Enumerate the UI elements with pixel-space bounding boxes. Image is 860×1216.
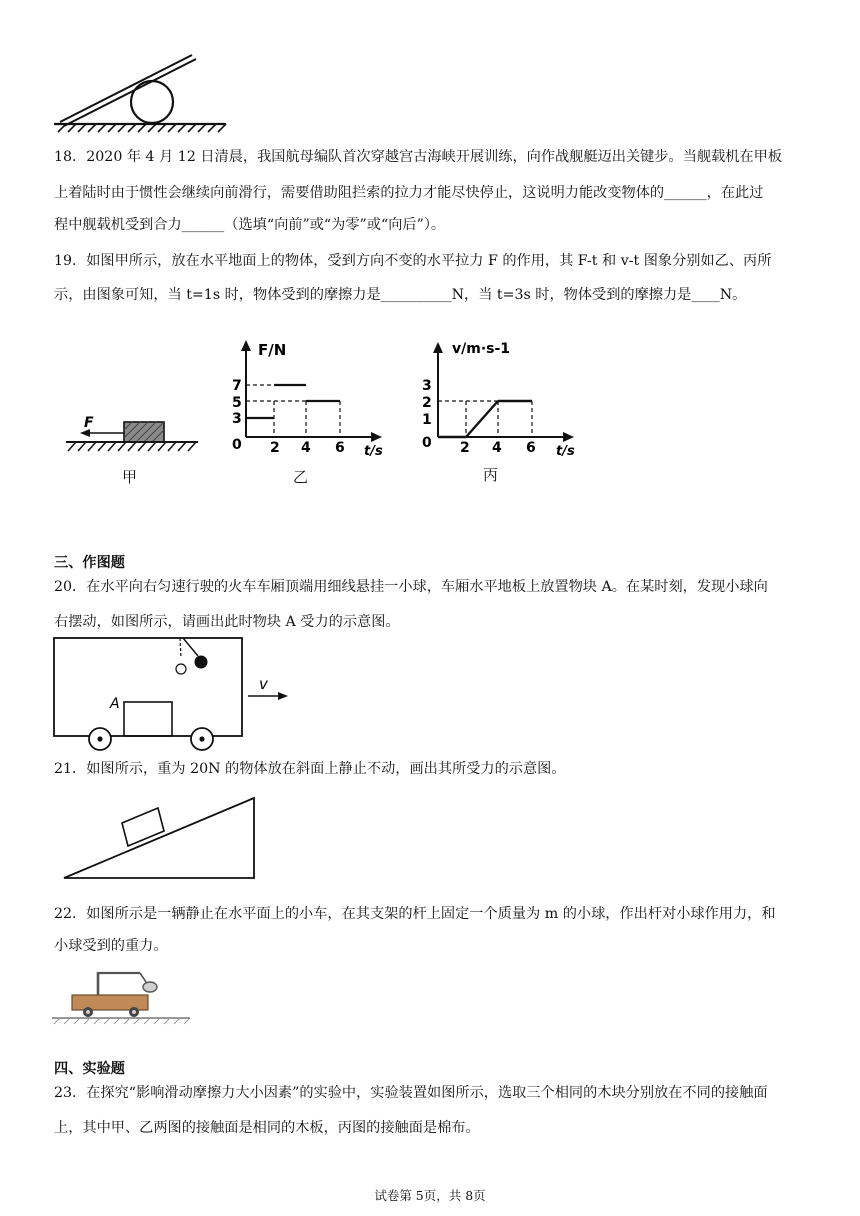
q19-figure-yi-ft-graph bbox=[222, 337, 392, 459]
velocity-label: v bbox=[259, 675, 268, 693]
y-axis-label: F/N bbox=[258, 341, 287, 359]
q17-ball-incline-figure bbox=[50, 52, 230, 137]
x-tick-4: 4 bbox=[301, 440, 311, 456]
q20-line-2: 右摆动，如图所示，请画出此时物块 A 受力的示意图。 bbox=[54, 614, 400, 630]
y-tick-1: 1 bbox=[422, 412, 432, 428]
section-title-experiment: 四、实验题 bbox=[54, 1061, 125, 1077]
q19-figure-bing-vt-graph bbox=[414, 337, 584, 459]
x-tick-2: 2 bbox=[460, 440, 470, 456]
q19-line-2: 示，由图象可知，当 t=1s 时，物体受到的摩擦力是__________N，当 t=3s 时，物体受到的摩擦力是____N。 bbox=[54, 287, 747, 303]
q18-line-1: 18．2020 年 4 月 12 日清晨，我国航母编队首次穿越宫古海峡开展训练，向作战舰艇迈出关键步。当舰载机在甲板 bbox=[54, 149, 783, 165]
q22-line-1: 22．如图所示是一辆静止在水平面上的小车，在其支架的杆上固定一个质量为 m 的小球，作出杆对小球作用力，和 bbox=[54, 906, 776, 922]
force-label: F bbox=[84, 415, 94, 431]
y-tick-7: 7 bbox=[232, 378, 242, 394]
y-axis-label: v/m·s-1 bbox=[452, 341, 511, 357]
y-tick-2: 2 bbox=[422, 395, 432, 411]
q18-line-3: 程中舰载机受到合力______（选填“向前”或“为零”或“向后”）。 bbox=[54, 217, 446, 233]
q21-line-1: 21．如图所示，重为 20N 的物体放在斜面上静止不动，画出其所受力的示意图。 bbox=[54, 761, 566, 777]
y-tick-5: 5 bbox=[232, 395, 242, 411]
x-axis-label: t/s bbox=[556, 444, 575, 459]
q21-incline-figure bbox=[60, 790, 260, 882]
figure-caption-jia: 甲 bbox=[122, 468, 138, 486]
y-tick-3: 3 bbox=[422, 378, 432, 394]
q23-line-1: 23．在探究“影响滑动摩擦力大小因素”的实验中，实验装置如图所示，选取三个相同的木块分别放在不同的接触面 bbox=[54, 1085, 768, 1101]
x-tick-6: 6 bbox=[526, 440, 536, 456]
x-tick-2: 2 bbox=[270, 440, 280, 456]
page-footer: 试卷第 5页，共 8页 bbox=[374, 1188, 486, 1203]
origin-label: 0 bbox=[232, 437, 242, 453]
block-a-label: A bbox=[110, 696, 120, 712]
section-title-drawing: 三、作图题 bbox=[54, 555, 125, 571]
q22-line-2: 小球受到的重力。 bbox=[54, 938, 168, 954]
q19-figure-jia bbox=[62, 405, 202, 457]
origin-label: 0 bbox=[422, 435, 432, 451]
figure-caption-yi: 乙 bbox=[293, 468, 309, 486]
q20-line-1: 20．在水平向右匀速行驶的火车车厢顶端用细线悬挂一小球，车厢水平地板上放置物块 A。在某时刻，发现小球向 bbox=[54, 579, 768, 595]
x-axis-label: t/s bbox=[364, 444, 383, 459]
y-tick-3: 3 bbox=[232, 411, 242, 427]
q20-train-carriage-figure bbox=[50, 632, 300, 754]
q18-line-2: 上着陆时由于惯性会继续向前滑行，需要借助阻拦索的拉力才能尽快停止，这说明力能改变物体的______，在此过 bbox=[54, 185, 764, 201]
q19-line-1: 19．如图甲所示，放在水平地面上的物体，受到方向不变的水平拉力 F 的作用，其 F-t 和 v-t 图象分别如乙、丙所 bbox=[54, 253, 772, 269]
q22-cart-figure bbox=[50, 965, 196, 1027]
figure-caption-bing: 丙 bbox=[483, 466, 499, 484]
x-tick-6: 6 bbox=[335, 440, 345, 456]
x-tick-4: 4 bbox=[492, 440, 502, 456]
q23-line-2: 上，其中甲、乙两图的接触面是相同的木板，丙图的接触面是棉布。 bbox=[54, 1120, 480, 1136]
